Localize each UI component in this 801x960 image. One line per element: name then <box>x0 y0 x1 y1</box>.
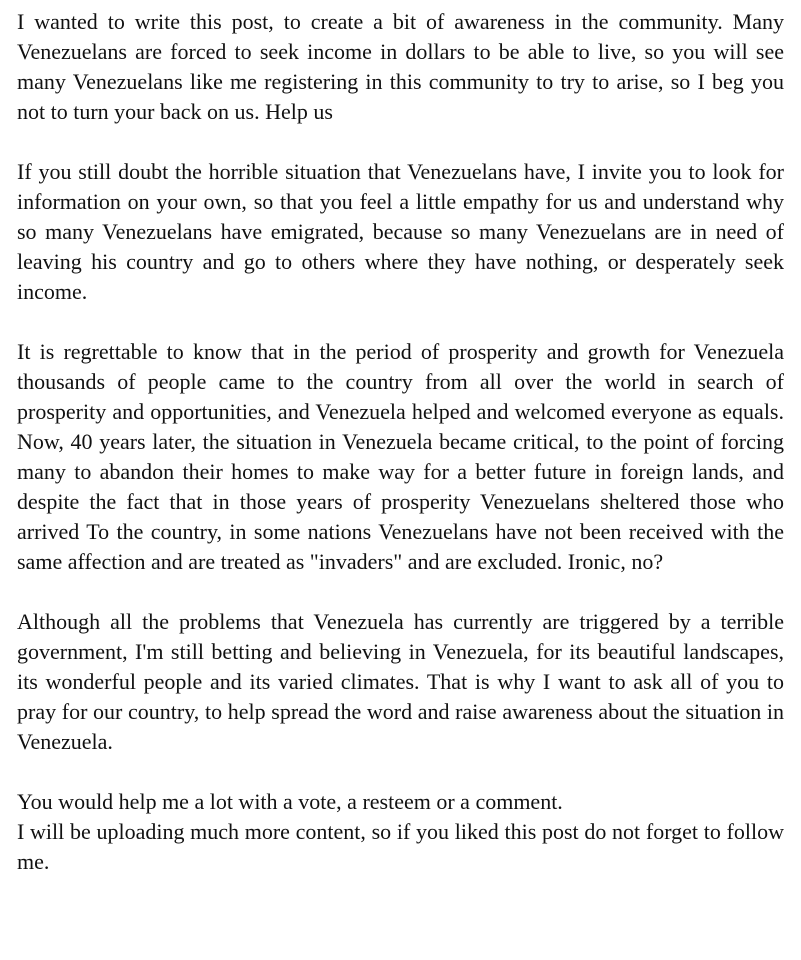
post-paragraph-situation: If you still doubt the horrible situation that Venezuelans have, I invite you to look for information on your own, so that you feel a little empathy for us and understand why so many Venezuelans have emigrated, because so many Venezuelans are in need of leaving his country and go to others where they have nothing, or desperately seek income. <box>17 159 784 304</box>
post-paragraph-hope: Although all the problems that Venezuela has currently are triggered by a terrible government, I'm still betting and believing in Venezuela, for its beautiful landscapes, its wonderful people and its varied climates. That is why I want to ask all of you to pray for our country, to help spread the word and raise awareness about the situation in Venezuela. <box>17 609 784 754</box>
closing-call-to-action: You would help me a lot with a vote, a resteem or a comment. <box>17 789 563 814</box>
closing-follow-request: I will be uploading much more content, so if you liked this post do not forget to follow me. <box>17 819 784 874</box>
post-closing <box>17 787 784 877</box>
post-paragraph-history: It is regrettable to know that in the period of prosperity and growth for Venezuela thousands of people came to the country from all over the world in search of prosperity and opportunities, and Venezuela helped and welcomed everyone as equals. Now, 40 years later, the situation in Venezuela became critical, to the point of forcing many to abandon their homes to make way for a better future in foreign lands, and despite the fact that in those years of prosperity Venezuelans sheltered those who arrived To the country, in some nations Venezuelans have not been received with the same affection and are treated as "invaders" and are excluded. Ironic, no? <box>17 339 784 574</box>
post-paragraph-intro: I wanted to write this post, to create a bit of awareness in the community. Many Venezuelans are forced to seek income in dollars to be able to live, so you will see many Venezuelans like me registering in this community to try to arise, so I beg you not to turn your back on us. Help us <box>17 9 784 124</box>
